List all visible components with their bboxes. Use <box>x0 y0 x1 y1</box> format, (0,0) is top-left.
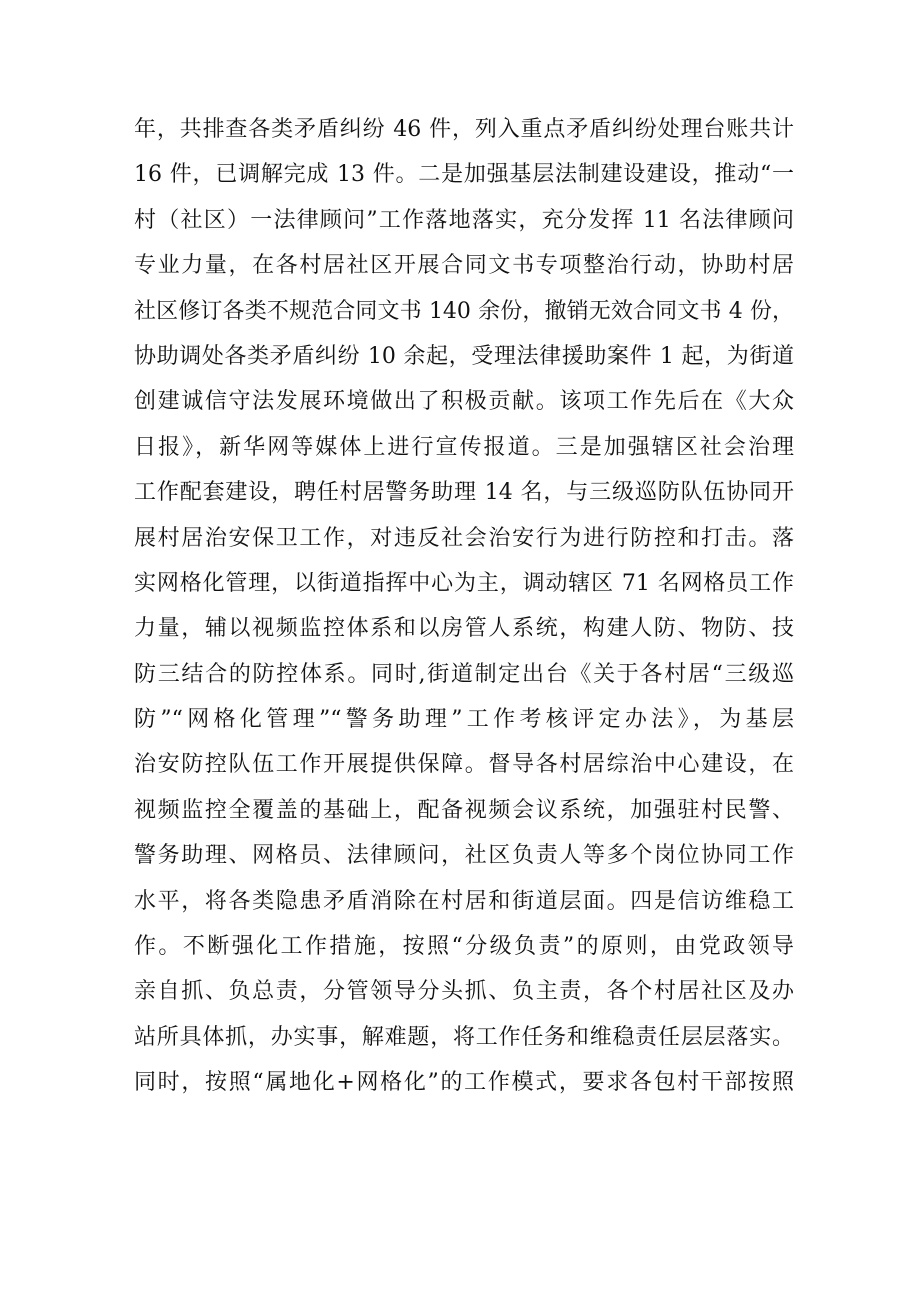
text-line: 工作配套建设，聘任村居警务助理 14 名，与三级巡防队伍协同开 <box>134 480 794 506</box>
text-line: 亲自抓、负总责，分管领导分头抓、负主责，各个村居社区及办 <box>134 979 794 1005</box>
text-line: 水平，将各类隐患矛盾消除在村居和街道层面。四是信访维稳工 <box>134 888 794 914</box>
text-line: 力量，辅以视频监控体系和以房管人系统，构建人防、物防、技 <box>134 616 794 642</box>
text-line: 协助调处各类矛盾纠纷 10 余起，受理法律援助案件 1 起，为街道 <box>134 343 794 369</box>
text-line: 展村居治安保卫工作，对违反社会治安行为进行防控和打击。落 <box>134 525 794 551</box>
text-line: 年，共排查各类矛盾纠纷 46 件，列入重点矛盾纠纷处理台账共计 <box>134 117 794 142</box>
text-line: 站所具体抓，办实事，解难题，将工作任务和维稳责任层层落实。 <box>134 1024 794 1050</box>
text-line: 社区修订各类不规范合同文书 140 余份，撤销无效合同文书 4 份， <box>134 298 794 324</box>
text-line: 创建诚信守法发展环境做出了积极贡献。该项工作先后在《大众 <box>134 389 794 415</box>
text-line: 同时，按照“属地化+网格化”的工作模式，要求各包村干部按照 <box>134 1070 794 1096</box>
text-line: 防三结合的防控体系。同时,街道制定出台《关于各村居“三级巡 <box>134 661 794 687</box>
body-paragraph <box>134 107 794 1106</box>
text-line: 作。不断强化工作措施，按照“分级负责”的原则，由党政领导 <box>134 934 794 960</box>
text-line: 治安防控队伍工作开展提供保障。督导各村居综治中心建设，在 <box>134 752 794 778</box>
text-line: 专业力量，在各村居社区开展合同文书专项整治行动，协助村居 <box>134 253 794 279</box>
text-line: 实网格化管理，以街道指挥中心为主，调动辖区 71 名网格员工作 <box>134 570 794 596</box>
text-line: 视频监控全覆盖的基础上，配备视频会议系统，加强驻村民警、 <box>134 797 794 823</box>
text-line: 警务助理、网格员、法律顾问，社区负责人等多个岗位协同工作 <box>134 843 794 869</box>
text-line: 日报》，新华网等媒体上进行宣传报道。三是加强辖区社会治理 <box>134 434 794 460</box>
text-line: 防”“网格化管理”“警务助理”工作考核评定办法》，为基层 <box>134 707 794 733</box>
text-line: 16 件，已调解完成 13 件。二是加强基层法制建设建设，推动“一 <box>134 162 794 188</box>
text-line: 村（社区）一法律顾问”工作落地落实，充分发挥 11 名法律顾问 <box>134 207 794 233</box>
